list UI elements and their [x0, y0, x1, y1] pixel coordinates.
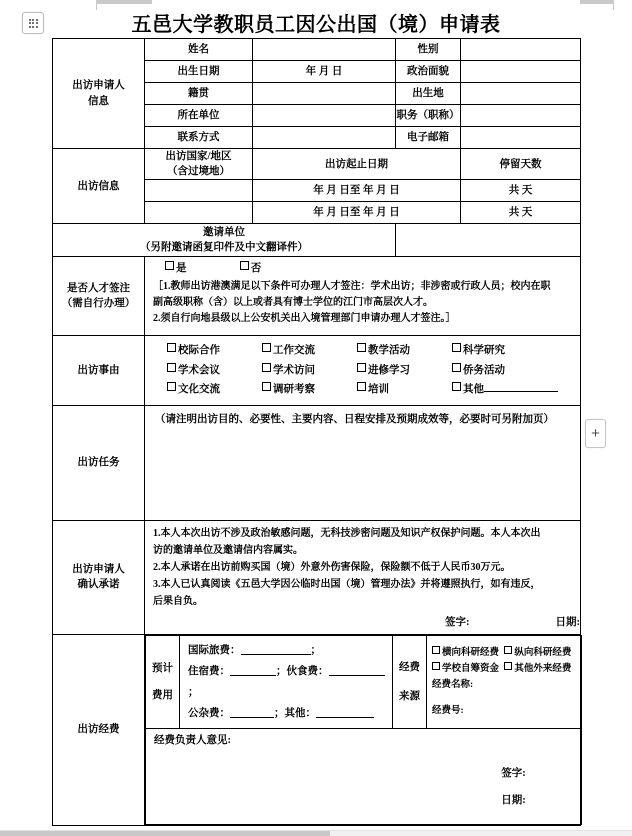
checkbox-icon[interactable]: [167, 382, 176, 391]
checkbox-icon[interactable]: [357, 363, 366, 372]
talent-note: [145, 279, 580, 332]
field-value-position[interactable]: [461, 105, 581, 127]
purpose-option-label: 其他: [463, 384, 484, 396]
funding-opinion-signature-block: [146, 760, 581, 815]
inviter-value[interactable]: [396, 224, 581, 257]
table-row: [53, 224, 581, 257]
section-label-visit-task: 出访任务: [53, 405, 145, 520]
visit-country-row1[interactable]: [145, 180, 253, 202]
checkbox-icon[interactable]: [452, 343, 461, 352]
purpose-option-label: 调研考察: [273, 384, 315, 396]
checkbox-icon[interactable]: [452, 363, 461, 372]
visit-task-content[interactable]: [145, 405, 581, 520]
checkbox-icon[interactable]: [357, 382, 366, 391]
commitment-line-5: 后果自负。: [153, 596, 203, 608]
checkbox-icon[interactable]: [167, 343, 176, 352]
field-value-birthplace[interactable]: [461, 83, 581, 105]
table-row: [53, 149, 581, 180]
visit-dates-row1[interactable]: 年 月 日至 年 月 日: [253, 180, 461, 202]
application-form-table: [52, 38, 581, 826]
talent-label-line1: 是否人才签注: [67, 283, 130, 295]
checkbox-icon[interactable]: [432, 662, 440, 670]
table-row: [53, 39, 581, 61]
page-title: 五邑大学教职员工因公出国（境）申请表: [131, 14, 501, 36]
inviter-label-line2: （另附邀请函复印件及中文翻译件）: [140, 242, 308, 254]
field-value-contact[interactable]: [253, 127, 396, 149]
funding-option-label: 横向科研经费: [442, 647, 500, 658]
funding-option-vertical-research[interactable]: [504, 645, 571, 661]
field-label-political-status: 政治面貌: [396, 61, 461, 83]
commitment-signature-label[interactable]: 签字:: [445, 616, 470, 628]
funding-opinion-cell[interactable]: [146, 728, 582, 824]
funding-source-body: [427, 641, 581, 723]
table-row: [53, 336, 581, 405]
estimated-cost-label-line2: 费用: [152, 689, 173, 701]
purpose-option-label: 培训: [368, 384, 389, 396]
funding-source-row-1: [432, 645, 579, 661]
field-value-email[interactable]: [461, 127, 581, 149]
talent-note-line-2: 副高级职称（含）以上或者具有博士学位的江门市高层次人才。: [153, 296, 433, 308]
fee-input-international-travel[interactable]: [241, 643, 311, 655]
visit-purpose-row-3: [167, 380, 580, 399]
fee-suffix-accommodation: ；: [276, 665, 287, 677]
page-edge-mark-right: [580, 0, 614, 4]
commitment-date-label[interactable]: 日期:: [555, 616, 580, 628]
purpose-option-school-cooperation[interactable]: [167, 341, 262, 360]
section-label-line1: 出访申请人: [72, 80, 125, 92]
purpose-option-label: 文化交流: [178, 384, 220, 396]
funding-opinion-value[interactable]: [146, 752, 581, 760]
funding-source-options: [427, 635, 582, 728]
visit-purpose-row-1: [167, 341, 580, 360]
checkbox-icon[interactable]: [504, 662, 512, 670]
talent-option-yes[interactable]: [165, 261, 187, 276]
fee-label-other: 其他：: [284, 707, 316, 719]
section-label-commitment: [53, 520, 145, 634]
fee-label-accommodation: 住宿费：: [188, 665, 230, 677]
funding-opinion-date-label[interactable]: 日期:: [501, 795, 526, 807]
talent-note-line-3: 2.须自行向地县级以上公安机关出入境管理部门申请办理人才签注。］: [153, 313, 456, 325]
funding-option-other-external[interactable]: [504, 661, 571, 677]
purpose-option-teaching-activity[interactable]: [357, 341, 452, 360]
checkbox-icon[interactable]: [262, 363, 271, 372]
talent-label-line2: （需自行办理）: [61, 298, 136, 310]
commitment-line-3: 2.本人承诺在出访前购买国（境）外意外伤害保险，保险额不低于人民币30万元。: [153, 562, 511, 574]
field-label-birthdate: 出生日期: [145, 61, 253, 83]
purpose-other-input[interactable]: [484, 381, 558, 392]
purpose-option-academic-visit[interactable]: [262, 361, 357, 380]
purpose-option-scientific-research[interactable]: [452, 341, 547, 360]
section-label-expenses: 出访经费: [53, 634, 145, 825]
funding-option-label: 学校自筹资金: [442, 664, 500, 675]
purpose-option-research-investigation[interactable]: [262, 380, 357, 399]
funding-source-label-line1: 经费: [399, 661, 420, 673]
purpose-option-label: 科学研究: [463, 345, 505, 357]
horizontal-scrollbar-thumb[interactable]: [0, 831, 330, 836]
talent-options: [145, 257, 580, 278]
table-row: [146, 635, 582, 728]
funding-option-label: 纵向科研经费: [514, 647, 572, 658]
purpose-option-label: 学术访问: [273, 364, 315, 376]
funding-opinion-label: 经费负责人意见:: [154, 734, 231, 746]
funding-number-label: 经费号:: [432, 705, 464, 716]
fee-row-misc-other: [188, 703, 388, 724]
funding-source-row-2: [432, 661, 579, 677]
field-value-native-place[interactable]: [253, 83, 396, 105]
talent-option-no-label: 否: [250, 263, 262, 275]
purpose-option-label: 学术会议: [178, 364, 220, 376]
visit-days-row1[interactable]: 共 天: [461, 180, 581, 202]
column-header-country-line2: （含过境地）: [167, 166, 230, 178]
fee-row-international-travel: [188, 640, 388, 661]
talent-endorsement-content: [145, 257, 581, 336]
section-label-line2: 信息: [88, 95, 109, 107]
column-header-days: 停留天数: [461, 149, 581, 180]
section-label-talent-endorsement: [53, 257, 145, 336]
commitment-signature-row: [145, 613, 580, 634]
fee-input-meals[interactable]: [329, 664, 385, 676]
funding-source-label-line2: 来源: [399, 690, 420, 702]
commitment-line-2: 访的邀请单位及邀请信内容属实。: [153, 544, 303, 556]
fee-field-list: [180, 636, 392, 728]
purpose-option-cultural-exchange[interactable]: [167, 380, 262, 399]
field-value-gender[interactable]: [461, 39, 581, 61]
section-label-visit-purpose: 出访事由: [53, 336, 145, 405]
table-row: [53, 405, 581, 520]
purpose-option-other[interactable]: [452, 380, 558, 399]
commitment-line-1: 1.本人本次出访不涉及政治敏感问题，无科技涉密问题及知识产权保护问题。本人本次出: [153, 527, 541, 539]
funding-option-label: 其他外来经费: [514, 664, 572, 675]
field-value-birthdate[interactable]: 年 月 日: [253, 61, 396, 83]
add-row-button[interactable]: +: [585, 419, 606, 448]
commitment-line-4: 3.本人已认真阅读《五邑大学因公临时出国（境）管理办法》并将遵照执行，如有违反，: [153, 579, 541, 591]
field-value-political-status[interactable]: [461, 61, 581, 83]
table-row: [53, 634, 581, 825]
visit-purpose-checkbox-grid: [145, 336, 580, 404]
estimated-cost-fields: [180, 635, 393, 728]
visit-country-row2[interactable]: [145, 202, 253, 224]
talent-note-line-1: ［1.教师出访港澳满足以下条件可办理人才签注：学术出访；非涉密或行政人员；校内在职: [153, 280, 551, 292]
visit-days-row2[interactable]: 共 天: [461, 202, 581, 224]
checkbox-icon[interactable]: [452, 382, 461, 391]
checkbox-icon[interactable]: [262, 382, 271, 391]
fee-input-accommodation[interactable]: [230, 664, 276, 676]
purpose-option-work-exchange[interactable]: [262, 341, 357, 360]
visit-dates-row2[interactable]: 年 月 日至 年 月 日: [253, 202, 461, 224]
fee-suffix-international-travel: ；: [310, 644, 321, 656]
funding-option-school-self-raised[interactable]: [432, 661, 499, 677]
fee-input-misc[interactable]: [230, 706, 274, 718]
visit-purpose-content: [145, 336, 581, 405]
purpose-option-label: 工作交流: [273, 345, 315, 357]
field-value-work-unit[interactable]: [253, 105, 396, 127]
field-label-email: 电子邮箱: [396, 127, 461, 149]
checkbox-icon[interactable]: [262, 343, 271, 352]
commitment-text: [145, 521, 580, 613]
fee-input-other[interactable]: [316, 706, 374, 718]
fee-row-accommodation-meals: [188, 661, 388, 703]
purpose-option-further-study[interactable]: [357, 361, 452, 380]
checkbox-icon[interactable]: [167, 363, 176, 372]
purpose-option-label: 侨务活动: [463, 364, 505, 376]
expenses-inner-table: [145, 635, 582, 825]
commitment-label-line2: 确认承诺: [77, 579, 120, 591]
funding-option-horizontal-research[interactable]: [432, 645, 499, 661]
talent-option-no[interactable]: [240, 261, 262, 276]
estimated-cost-label-line1: 预计: [152, 662, 173, 674]
field-label-position: 职务（职称）: [396, 105, 461, 127]
column-header-country-line1: 出访国家/地区: [165, 151, 232, 162]
field-label-contact: 联系方式: [145, 127, 253, 149]
table-row: [146, 728, 582, 824]
field-label-birthplace: 出生地: [396, 83, 461, 105]
fee-label-meals: 伙食费：: [286, 665, 329, 677]
funding-number-row[interactable]: [432, 703, 579, 719]
funding-name-row[interactable]: [432, 677, 579, 693]
table-row: [53, 520, 581, 634]
funding-source-label: [393, 635, 427, 728]
column-header-country: [145, 149, 253, 180]
expenses-content: [145, 634, 581, 825]
purpose-option-label: 进修学习: [368, 364, 410, 376]
talent-option-yes-label: 是: [176, 263, 187, 275]
estimated-cost-label: [146, 635, 180, 728]
inviter-label: [53, 224, 396, 257]
funding-name-label: 经费名称:: [432, 680, 474, 691]
table-row: [53, 257, 581, 336]
inviter-label-line1: 邀请单位: [203, 227, 245, 239]
funding-opinion-signature-label[interactable]: 签字:: [501, 768, 526, 780]
checkbox-icon[interactable]: [165, 261, 174, 270]
fee-suffix-misc: ；: [274, 707, 285, 719]
horizontal-scrollbar-track[interactable]: [0, 830, 632, 836]
visit-task-hint: （请注明出访目的、必要性、主要内容、日程安排及预期成效等，必要时可另附加页）: [155, 413, 554, 425]
fee-label-misc: 公杂费：: [188, 707, 230, 719]
checkbox-icon[interactable]: [432, 646, 440, 654]
section-label-applicant-info: [53, 39, 145, 149]
field-value-name[interactable]: [253, 39, 396, 61]
section-label-visit-info: 出访信息: [53, 149, 145, 224]
column-header-dates: 出访起止日期: [253, 149, 461, 180]
field-label-name: 姓名: [145, 39, 253, 61]
purpose-option-academic-conference[interactable]: [167, 361, 262, 380]
checkbox-icon[interactable]: [357, 343, 366, 352]
field-label-native-place: 籍贯: [145, 83, 253, 105]
purpose-option-overseas-chinese-affairs[interactable]: [452, 361, 547, 380]
fee-label-international-travel: 国际旅费：: [188, 644, 241, 656]
fee-suffix-meals: ；: [188, 686, 199, 698]
checkbox-icon[interactable]: [504, 646, 512, 654]
purpose-option-label: 校际合作: [178, 345, 220, 357]
commitment-content: [145, 520, 581, 634]
field-label-work-unit: 所在单位: [145, 105, 253, 127]
checkbox-icon[interactable]: [240, 261, 249, 270]
field-label-gender: 性别: [396, 39, 461, 61]
page-edge-mark-left: [96, 0, 152, 4]
purpose-option-training[interactable]: [357, 380, 452, 399]
commitment-label-line1: 出访申请人: [72, 564, 125, 576]
purpose-option-label: 教学活动: [368, 345, 410, 357]
visit-purpose-row-2: [167, 361, 580, 380]
